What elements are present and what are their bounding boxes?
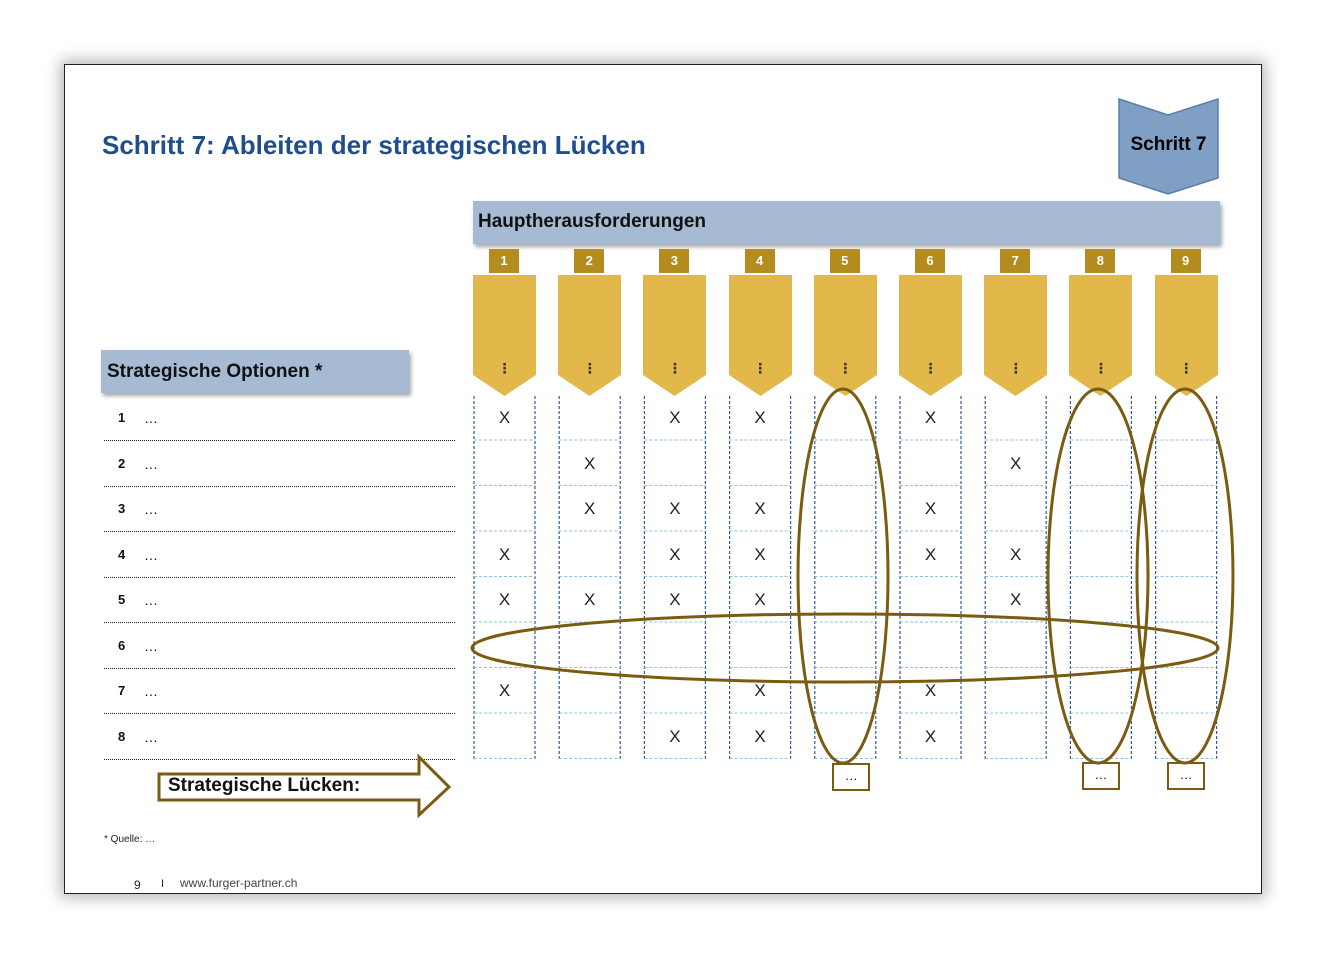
highlight-ellipse-column-9 (1137, 389, 1233, 763)
highlight-ellipse-row-6 (472, 614, 1218, 682)
column-number-6: 6 (915, 249, 945, 273)
options-header-label: Strategische Optionen * (107, 361, 323, 382)
cell-mark: X (498, 408, 511, 427)
footer-url[interactable]: www.furger-partner.ch (180, 876, 298, 890)
cell-mark: X (754, 681, 766, 700)
cell-mark: X (924, 726, 937, 746)
column-label: ⋮ (923, 360, 938, 376)
page-title: Schritt 7: Ableiten der strategischen Lücken (102, 130, 646, 160)
cell-mark: X (1010, 544, 1022, 564)
step-badge-label: Schritt 7 (1130, 134, 1207, 155)
column-number-5: 5 (830, 249, 860, 273)
cell-mark: X (584, 453, 596, 473)
highlight-ellipse-column-8 (1048, 389, 1148, 763)
row-label: … (144, 410, 158, 426)
cell-mark: X (754, 726, 766, 746)
column-number-3: 3 (659, 249, 689, 273)
cell-mark: X (924, 681, 937, 700)
cell-mark: X (754, 590, 766, 609)
cell-mark: X (1010, 590, 1022, 609)
cell-mark: X (754, 544, 766, 564)
gap-box-column-8: … (1082, 762, 1120, 790)
column-number-8: 8 (1085, 249, 1115, 273)
column-label: ⋮ (582, 360, 597, 376)
column-label: ⋮ (1008, 360, 1023, 376)
gap-box-column-9: … (1167, 762, 1205, 790)
gaps-label: Strategische Lücken: (168, 775, 361, 796)
cell-mark: X (924, 499, 937, 518)
row-number-5: 5 (118, 592, 126, 607)
cell-mark: X (669, 544, 681, 564)
column-number-9: 9 (1171, 249, 1201, 273)
row-number-2: 2 (118, 455, 126, 471)
cell-mark: X (669, 408, 681, 427)
challenges-header-label: Hauptherausforderungen (478, 211, 707, 232)
row-number-4: 4 (118, 546, 126, 562)
footnote: * Quelle: … (104, 834, 156, 845)
column-label: ⋮ (1093, 360, 1108, 376)
cell-mark: X (669, 590, 681, 609)
row-label: … (144, 501, 158, 517)
cell-mark: X (498, 544, 511, 564)
page-number: 9 (134, 878, 141, 892)
column-label: ⋮ (838, 360, 853, 376)
highlight-ellipse-column-5 (798, 389, 888, 763)
cell-mark: X (754, 499, 766, 518)
row-label: … (144, 637, 158, 654)
column-label: ⋮ (753, 360, 768, 376)
cell-mark: X (584, 590, 596, 609)
cell-mark: X (669, 499, 681, 518)
cell-mark: X (669, 726, 681, 746)
column-label: ⋮ (667, 360, 682, 376)
cell-mark: X (754, 408, 766, 427)
column-number-4: 4 (745, 249, 775, 273)
gap-box-column-5: … (832, 763, 870, 791)
column-number-7: 7 (1000, 249, 1030, 273)
column-label: ⋮ (497, 360, 512, 376)
row-label: … (144, 683, 158, 699)
row-number-7: 7 (118, 683, 126, 698)
row-number-3: 3 (118, 501, 126, 516)
column-label: ⋮ (1179, 360, 1194, 376)
row-label: … (144, 546, 158, 563)
cell-mark: X (924, 544, 937, 564)
column-number-2: 2 (574, 249, 604, 273)
row-label: … (144, 592, 158, 608)
row-number-1: 1 (118, 410, 126, 425)
row-label: … (144, 728, 158, 745)
footer-separator: I (161, 878, 165, 890)
cell-mark: X (1010, 453, 1022, 473)
cell-mark: X (584, 499, 596, 518)
cell-mark: X (498, 590, 511, 609)
row-number-6: 6 (118, 637, 126, 653)
row-label: … (144, 455, 158, 472)
cell-mark: X (924, 408, 937, 427)
column-number-1: 1 (489, 249, 519, 273)
cell-mark: X (498, 681, 511, 700)
row-number-8: 8 (118, 728, 126, 744)
